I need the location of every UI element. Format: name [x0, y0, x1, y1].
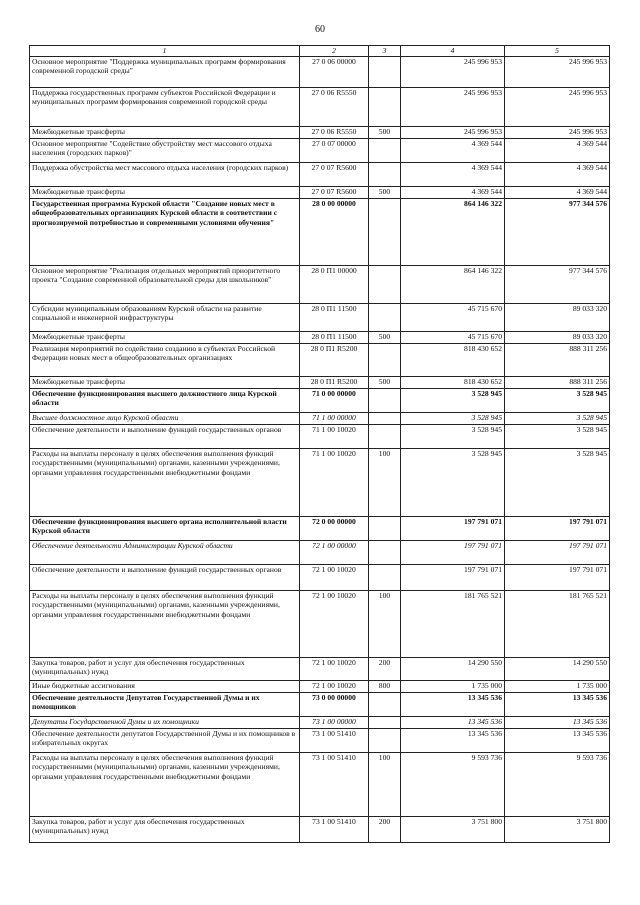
row-code: 71 0 00 00000: [300, 389, 369, 413]
row-expense-type: 500: [369, 332, 401, 344]
row-expense-type: [369, 88, 401, 127]
row-expense-type: [369, 163, 401, 187]
row-name: Расходы на выплаты персоналу в целях обеспечения выполнения функций государственными (муниципальными) органами, казенными учреждениями, органами управления государственными внебюджетными фондами: [30, 449, 300, 517]
table-body: [30, 57, 610, 843]
table-row: [30, 729, 610, 753]
header-col-year2: 5: [505, 46, 610, 57]
row-amount-year2: 181 765 521: [505, 591, 610, 658]
row-name: Обеспечение деятельности Администрации Курской области: [30, 541, 300, 565]
row-amount-year2: 13 345 536: [505, 693, 610, 717]
row-code: 73 1 00 51410: [300, 817, 369, 843]
row-amount-year1: 13 345 536: [401, 729, 505, 753]
row-code: 72 0 00 00000: [300, 517, 369, 541]
row-amount-year2: 977 344 576: [505, 266, 610, 304]
row-code: 73 1 00 51410: [300, 729, 369, 753]
table-row: [30, 658, 610, 681]
row-expense-type: 100: [369, 449, 401, 517]
row-amount-year1: 9 593 736: [401, 753, 505, 817]
row-amount-year1: 197 791 071: [401, 517, 505, 541]
row-name: Иные бюджетные ассигнования: [30, 681, 300, 693]
row-amount-year1: 3 528 945: [401, 425, 505, 449]
row-name: Межбюджетные трансферты: [30, 127, 300, 139]
row-expense-type: [369, 139, 401, 163]
row-name: Субсидии муниципальным образованиям Курской области на развитие социальной и инженерной инфраструктуры: [30, 304, 300, 332]
row-code: 71 1 00 10020: [300, 449, 369, 517]
row-expense-type: 500: [369, 187, 401, 199]
row-code: 73 0 00 00000: [300, 693, 369, 717]
row-amount-year2: 977 344 576: [505, 199, 610, 266]
row-code: 27 0 06 00000: [300, 57, 369, 88]
row-amount-year1: 245 996 953: [401, 127, 505, 139]
row-name: Депутаты Государственной Думы и их помощники: [30, 717, 300, 729]
row-amount-year2: 197 791 071: [505, 517, 610, 541]
table-row: [30, 377, 610, 389]
row-expense-type: [369, 693, 401, 717]
row-code: 28 0 П1 R5200: [300, 344, 369, 377]
row-amount-year2: 3 528 945: [505, 389, 610, 413]
row-amount-year2: 888 311 256: [505, 377, 610, 389]
row-amount-year2: 3 528 945: [505, 413, 610, 425]
row-amount-year2: 3 751 800: [505, 817, 610, 843]
row-name: Расходы на выплаты персоналу в целях обеспечения выполнения функций государственными (муниципальными) органами, казенными учреждениями, органами управления государственными внебюджетными фондами: [30, 753, 300, 817]
row-amount-year1: 4 369 544: [401, 163, 505, 187]
row-name: Поддержка обустройства мест массового отдыха населения (городских парков): [30, 163, 300, 187]
table-row: [30, 425, 610, 449]
row-expense-type: [369, 517, 401, 541]
table-row: [30, 693, 610, 717]
row-expense-type: [369, 425, 401, 449]
row-amount-year2: 888 311 256: [505, 344, 610, 377]
row-amount-year1: 245 996 953: [401, 88, 505, 127]
row-expense-type: [369, 344, 401, 377]
table-row: [30, 304, 610, 332]
row-amount-year2: 14 290 550: [505, 658, 610, 681]
row-name: Обеспечение функционирования высшего должностного лица Курской области: [30, 389, 300, 413]
row-code: 27 0 07 R5600: [300, 187, 369, 199]
row-amount-year1: 864 146 322: [401, 266, 505, 304]
row-amount-year2: 13 345 536: [505, 717, 610, 729]
row-name: Реализация мероприятий по содействию созданию в субъектах Российской Федерации новых мест в общеобразовательных организациях: [30, 344, 300, 377]
row-name: Основное мероприятие "Содействие обустройству мест массового отдыха населения (городских парков)": [30, 139, 300, 163]
table-row: [30, 199, 610, 266]
row-code: 73 1 00 51410: [300, 753, 369, 817]
row-name: Закупка товаров, работ и услуг для обеспечения государственных (муниципальных) нужд: [30, 658, 300, 681]
row-name: Обеспечение функционирования высшего органа исполнительной власти Курской области: [30, 517, 300, 541]
row-expense-type: [369, 266, 401, 304]
row-name: Обеспечение деятельности депутатов Государственной Думы и их помощников в избирательных округах: [30, 729, 300, 753]
row-amount-year2: 4 369 544: [505, 163, 610, 187]
row-amount-year2: 3 528 945: [505, 425, 610, 449]
row-amount-year1: 245 996 953: [401, 57, 505, 88]
table-row: [30, 332, 610, 344]
row-code: 71 1 00 10020: [300, 425, 369, 449]
table-row: [30, 413, 610, 425]
row-amount-year1: 13 345 536: [401, 693, 505, 717]
row-code: 27 0 07 00000: [300, 139, 369, 163]
row-name: Обеспечение деятельности Депутатов Государственной Думы и их помощников: [30, 693, 300, 717]
row-amount-year2: 4 369 544: [505, 187, 610, 199]
row-amount-year1: 45 715 670: [401, 304, 505, 332]
row-amount-year2: 9 593 736: [505, 753, 610, 817]
row-amount-year1: 4 369 544: [401, 139, 505, 163]
row-code: 28 0 П1 11500: [300, 304, 369, 332]
row-expense-type: 100: [369, 591, 401, 658]
row-amount-year2: 89 033 320: [505, 304, 610, 332]
row-code: 27 0 06 R5550: [300, 127, 369, 139]
row-expense-type: [369, 541, 401, 565]
row-name: Закупка товаров, работ и услуг для обеспечения государственных (муниципальных) нужд: [30, 817, 300, 843]
row-amount-year2: 13 345 536: [505, 729, 610, 753]
row-amount-year1: 3 528 945: [401, 449, 505, 517]
table-row: [30, 817, 610, 843]
row-amount-year2: 89 033 320: [505, 332, 610, 344]
table-row: [30, 717, 610, 729]
row-amount-year1: 818 430 652: [401, 344, 505, 377]
row-amount-year1: 3 528 945: [401, 413, 505, 425]
row-expense-type: [369, 413, 401, 425]
row-amount-year1: 45 715 670: [401, 332, 505, 344]
row-amount-year2: 3 528 945: [505, 449, 610, 517]
row-name: Обеспечение деятельности и выполнение функций государственных органов: [30, 565, 300, 591]
row-name: Межбюджетные трансферты: [30, 332, 300, 344]
row-amount-year1: 3 751 800: [401, 817, 505, 843]
row-expense-type: [369, 199, 401, 266]
row-code: 72 1 00 10020: [300, 565, 369, 591]
table-row: [30, 163, 610, 187]
row-name: Высшее должностное лицо Курской области: [30, 413, 300, 425]
header-row: [30, 46, 610, 57]
row-code: 28 0 00 00000: [300, 199, 369, 266]
table-row: [30, 681, 610, 693]
row-expense-type: [369, 729, 401, 753]
row-amount-year1: 181 765 521: [401, 591, 505, 658]
row-code: 72 1 00 00000: [300, 541, 369, 565]
row-amount-year1: 1 735 000: [401, 681, 505, 693]
row-code: 28 0 П1 11500: [300, 332, 369, 344]
row-expense-type: [369, 304, 401, 332]
header-col-vr: 3: [369, 46, 401, 57]
row-expense-type: 800: [369, 681, 401, 693]
table-row: [30, 517, 610, 541]
row-code: 72 1 00 10020: [300, 681, 369, 693]
header-col-year1: 4: [401, 46, 505, 57]
table-row: [30, 541, 610, 565]
row-amount-year1: 197 791 071: [401, 565, 505, 591]
table-row: [30, 753, 610, 817]
page-number: 60: [315, 24, 325, 35]
row-code: 27 0 06 R5550: [300, 88, 369, 127]
table-row: [30, 57, 610, 88]
table-row: [30, 449, 610, 517]
table-row: [30, 565, 610, 591]
row-amount-year2: 1 735 000: [505, 681, 610, 693]
table-row: [30, 127, 610, 139]
table-row: [30, 389, 610, 413]
row-expense-type: 200: [369, 817, 401, 843]
table-row: [30, 88, 610, 127]
row-amount-year1: 818 430 652: [401, 377, 505, 389]
row-amount-year1: 197 791 071: [401, 541, 505, 565]
row-expense-type: [369, 389, 401, 413]
row-amount-year1: 14 290 550: [401, 658, 505, 681]
row-name: Государственная программа Курской области "Создание новых мест в общеобразовательных организациях Курской области в соответствии с прогнозируемой потребностью и современными условиями обучения": [30, 199, 300, 266]
row-code: 72 1 00 10020: [300, 658, 369, 681]
row-expense-type: 500: [369, 377, 401, 389]
row-name: Обеспечение деятельности и выполнение функций государственных органов: [30, 425, 300, 449]
row-name: Основное мероприятие "Реализация отдельных мероприятий приоритетного проекта "Создание современной образовательной среды для школьников": [30, 266, 300, 304]
table-row: [30, 139, 610, 163]
row-amount-year2: 197 791 071: [505, 541, 610, 565]
table-row: [30, 187, 610, 199]
row-name: Межбюджетные трансферты: [30, 187, 300, 199]
row-amount-year2: 245 996 953: [505, 57, 610, 88]
row-name: Поддержка государственных программ субъектов Российской Федерации и муниципальных программ формирования современной городской среды: [30, 88, 300, 127]
row-name: Основное мероприятие "Поддержка муниципальных программ формирования современной городской среды": [30, 57, 300, 88]
row-code: 72 1 00 10020: [300, 591, 369, 658]
row-expense-type: 500: [369, 127, 401, 139]
row-amount-year1: 3 528 945: [401, 389, 505, 413]
row-expense-type: [369, 565, 401, 591]
row-code: 73 1 00 00000: [300, 717, 369, 729]
header-col-name: 1: [30, 46, 300, 57]
row-amount-year2: 4 369 544: [505, 139, 610, 163]
row-amount-year1: 13 345 536: [401, 717, 505, 729]
header-col-code: 2: [300, 46, 369, 57]
row-code: 28 0 П1 00000: [300, 266, 369, 304]
row-expense-type: [369, 57, 401, 88]
budget-table: [29, 45, 610, 843]
row-name: Расходы на выплаты персоналу в целях обеспечения выполнения функций государственными (муниципальными) органами, казенными учреждениями, органами управления государственными внебюджетными фондами: [30, 591, 300, 658]
row-name: Межбюджетные трансферты: [30, 377, 300, 389]
row-expense-type: 100: [369, 753, 401, 817]
table-row: [30, 344, 610, 377]
row-amount-year2: 245 996 953: [505, 127, 610, 139]
row-amount-year2: 197 791 071: [505, 565, 610, 591]
row-expense-type: [369, 717, 401, 729]
row-amount-year1: 864 146 322: [401, 199, 505, 266]
table-row: [30, 266, 610, 304]
row-amount-year1: 4 369 544: [401, 187, 505, 199]
row-amount-year2: 245 996 953: [505, 88, 610, 127]
row-code: 28 0 П1 R5200: [300, 377, 369, 389]
row-expense-type: 200: [369, 658, 401, 681]
table-row: [30, 591, 610, 658]
row-code: 71 1 00 00000: [300, 413, 369, 425]
row-code: 27 0 07 R5600: [300, 163, 369, 187]
